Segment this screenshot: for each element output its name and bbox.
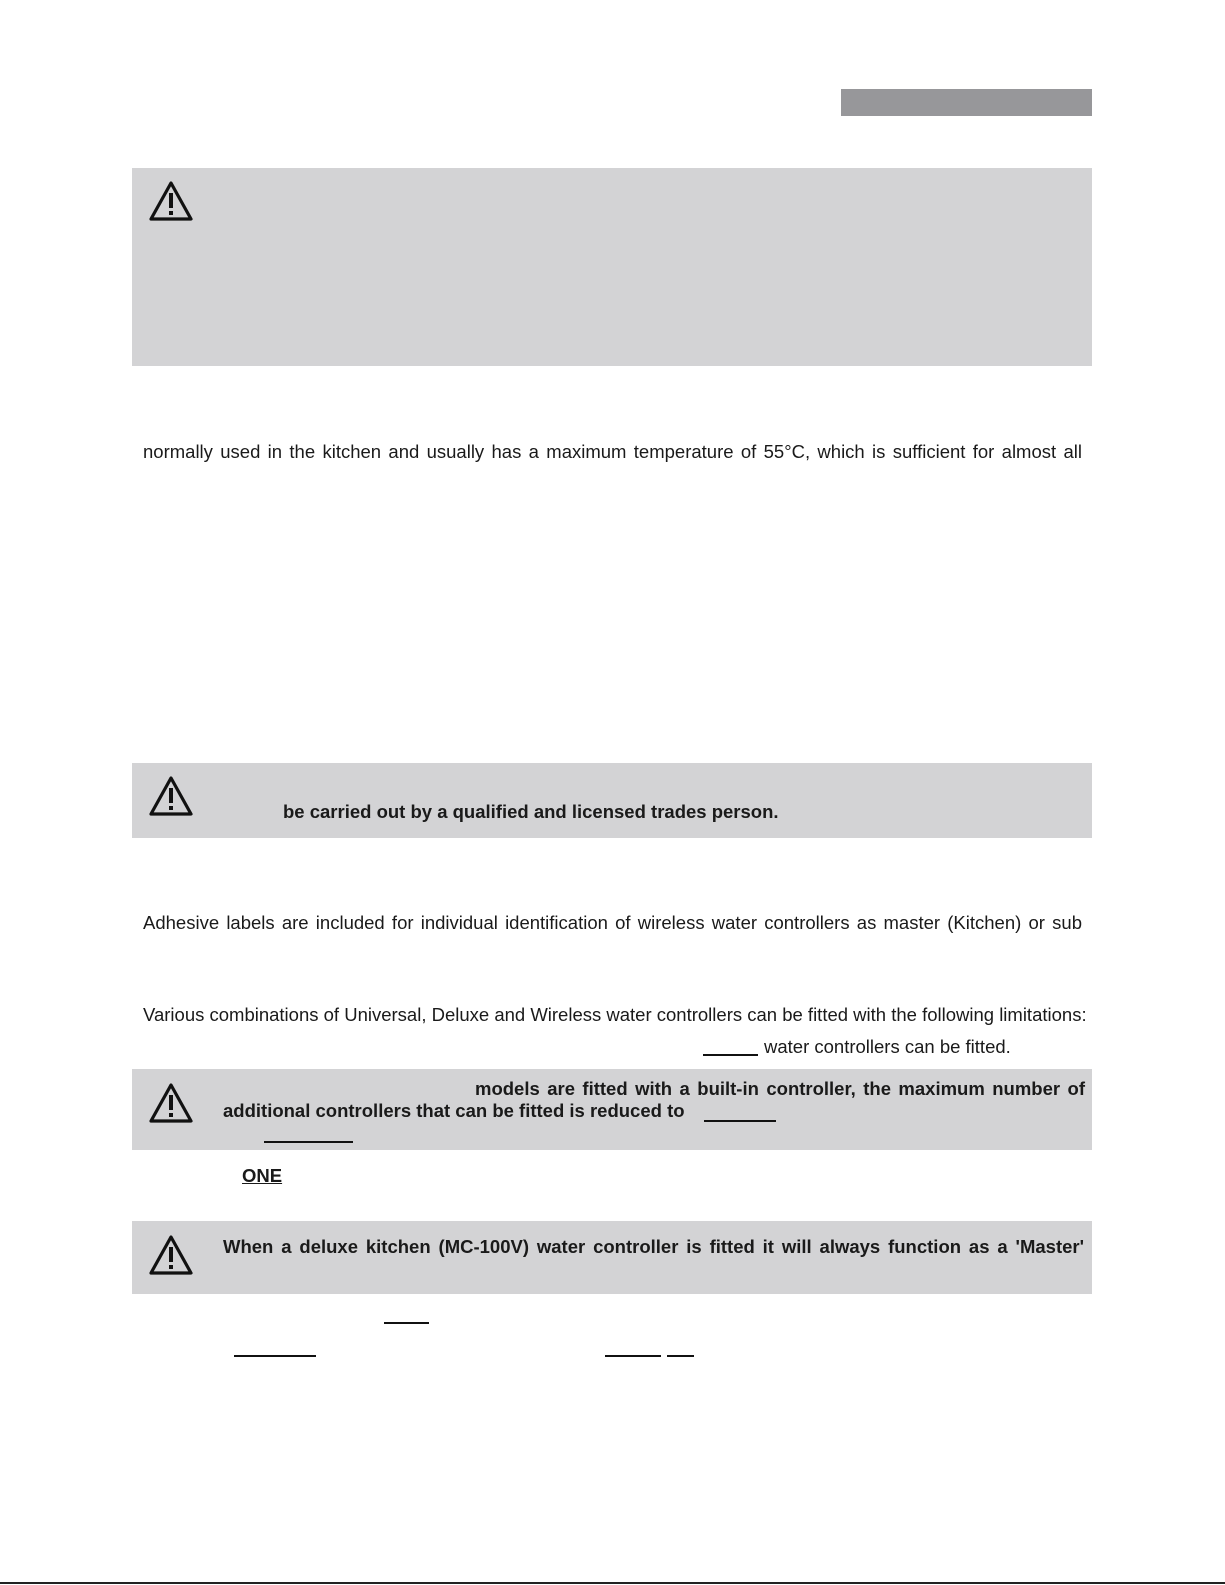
warning-box-deluxe [132, 1221, 1092, 1294]
warning-builtin-line2: additional controllers that can be fitted is reduced to [223, 1100, 685, 1121]
warning-triangle-icon [148, 1234, 194, 1276]
blank-underline [703, 1054, 758, 1056]
one-label: ONE [242, 1165, 283, 1186]
warning-deluxe-text: When a deluxe kitchen (MC-100V) water controller is fitted it will always function as a 'Master' [223, 1236, 1084, 1257]
paragraph-adhesive-labels: Adhesive labels are included for individual identification of wireless water controllers as master (Kitchen) or sub [143, 912, 1082, 933]
warning-box-licensed [132, 763, 1092, 838]
header-bar [841, 89, 1092, 116]
warning-triangle-icon [148, 180, 194, 222]
blank-underline [704, 1120, 776, 1122]
paragraph-kitchen-temperature: normally used in the kitchen and usually has a maximum temperature of 55°C, which is sufficient for almost all [143, 441, 1082, 462]
blank-underline [234, 1355, 316, 1357]
warning-triangle-icon [148, 775, 194, 817]
max-controllers-text: water controllers can be fitted. [764, 1036, 1011, 1057]
blank-underline [605, 1355, 661, 1357]
warning-box-builtin [132, 1069, 1092, 1150]
warning-triangle-icon [148, 1082, 194, 1124]
footer-rule [0, 1582, 1225, 1584]
blank-underline [264, 1141, 353, 1143]
paragraph-combinations: Various combinations of Universal, Deluxe and Wireless water controllers can be fitted with the following limitations: [143, 1004, 1087, 1025]
blank-underline [667, 1355, 694, 1357]
blank-underline [384, 1322, 429, 1324]
warning-licensed-text: be carried out by a qualified and licensed trades person. [283, 801, 779, 822]
warning-builtin-line1: models are fitted with a built-in controller, the maximum number of [475, 1078, 1085, 1099]
warning-box-top [132, 168, 1092, 366]
